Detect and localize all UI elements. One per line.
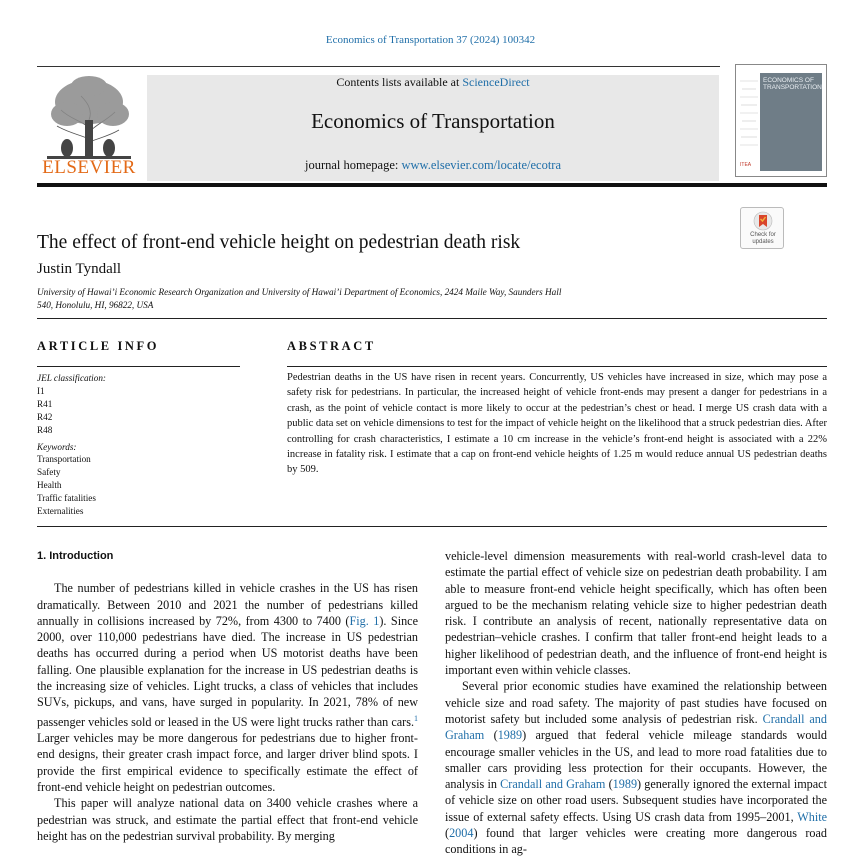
cover-panel bbox=[760, 73, 822, 171]
cover-title-line2: TRANSPORTATION bbox=[763, 84, 822, 91]
homepage-link[interactable]: www.elsevier.com/locate/ecotra bbox=[401, 158, 562, 172]
paragraph-text: ). Since 2000, over 110,000 pedestrians have died. The increase in US pedestrian deaths has occurred during a period when US motorist deaths have been falling. One plausible explanation for the increase in US pedestrian deaths is the increasing size of vehicles. Light trucks, a class of vehicles that includes SUVs, pickups, and vans, have surged in popularity. In 2021, 78% of new passenger vehicles sold or leased in the US were light trucks rather than cars. bbox=[37, 613, 418, 729]
check-updates-line2: updates bbox=[752, 238, 774, 245]
keyword: Transportation bbox=[37, 454, 91, 465]
abstract-rule bbox=[287, 366, 827, 367]
footnote-link[interactable]: 1 bbox=[414, 713, 418, 723]
paragraph: vehicle-level dimension measurements with real-world crash-level data to estimate the partial effect of vehicle size on pedestrian death probability. I am able to measure front-end vehicle height specifically, which has often been argued to be the mechanism relating vehicle size to higher pedestrian death risk. I contribute an analysis of recent, nationally representative data on pedestrian–vehicle crashes. I confirm that taller front-end height leads to a higher likelihood of pedestrian death, and the influence of front-end height is important even within vehicle classes. bbox=[445, 549, 827, 678]
journal-title: Economics of Transportation bbox=[311, 109, 555, 133]
jel-code: I1 bbox=[37, 385, 45, 396]
jel-code: R41 bbox=[37, 398, 53, 409]
affiliation-line1: University of Hawai’i Economic Research Organization and University of Hawai’i Department of Economics, 2424 Maile Way, Saunders Hall bbox=[37, 287, 562, 297]
section-rule bbox=[37, 318, 827, 319]
keywords-label: Keywords: bbox=[37, 441, 77, 452]
paragraph: This paper will analyze national data on 3400 vehicle crashes where a pedestrian was struck, and estimate the partial effect that front-end vehicle height has on the pedestrian survival probability. By merging bbox=[37, 796, 418, 843]
affiliation-line2: 540, Honolulu, HI, 96822, USA bbox=[37, 300, 154, 310]
section-rule bbox=[37, 526, 827, 527]
paragraph-text: Several prior economic studies have examined the relationship between vehicle size and road safety. The majority of past studies have focused on motorist safety but included some analysis of pedestrian risk. bbox=[445, 679, 827, 726]
journal-cover-thumbnail[interactable] bbox=[735, 64, 827, 177]
journal-homepage bbox=[147, 158, 719, 173]
paragraph-text: The number of pedestrians killed in vehicle crashes in the US has risen dramatically. Between 2010 and 2021 the number of pedestrians killed annually in collisions increased by 72%, from 4300 to 7400 ( bbox=[37, 581, 418, 628]
paragraph bbox=[37, 580, 418, 795]
check-updates-label bbox=[741, 232, 785, 245]
body-column-right bbox=[445, 548, 827, 858]
paragraph-text: ( bbox=[484, 728, 498, 743]
keyword: Traffic fatalities bbox=[37, 493, 96, 504]
article-title: The effect of front-end vehicle height on pedestrian death risk bbox=[37, 232, 521, 253]
figure-link[interactable]: Fig. 1 bbox=[349, 613, 380, 628]
paragraph-text: ( bbox=[445, 826, 450, 841]
contents-prefix: Contents lists available at bbox=[336, 75, 463, 89]
journal-banner bbox=[147, 75, 719, 181]
author-affiliation bbox=[37, 286, 637, 312]
paragraph-text: ( bbox=[605, 777, 613, 792]
article-info-heading: ARTICLE INFO bbox=[37, 339, 160, 353]
citation-year-link[interactable]: 1989 bbox=[497, 728, 523, 743]
masthead-thick-rule bbox=[37, 183, 827, 187]
article-info-rule bbox=[37, 366, 240, 367]
body-column-left bbox=[37, 548, 418, 844]
keyword: Externalities bbox=[37, 506, 84, 517]
citation-year-link[interactable]: 2004 bbox=[449, 826, 474, 841]
cover-title-line1: ECONOMICS OF bbox=[763, 77, 814, 84]
paragraph-text: ) found that larger vehicles were creating more dangerous road conditions in ag- bbox=[445, 826, 827, 857]
citation-year-link[interactable]: 1989 bbox=[612, 777, 638, 792]
section-heading: 1. Introduction bbox=[37, 550, 114, 562]
cover-title bbox=[763, 77, 820, 91]
jel-code: R48 bbox=[37, 424, 53, 435]
abstract-heading: ABSTRACT bbox=[287, 339, 376, 353]
jel-label: JEL classification: bbox=[37, 373, 106, 383]
keyword: Safety bbox=[37, 467, 61, 478]
article-info bbox=[37, 372, 237, 518]
paragraph-text: ) argued that federal vehicle mileage standards would encourage smaller vehicles in the US, and lead to more road fatalities due to smaller cars providing less protection for their occupants. However, the analysis in bbox=[445, 728, 828, 792]
homepage-prefix: journal homepage: bbox=[304, 158, 402, 172]
paragraph-text: Larger vehicles may be more dangerous for pedestrians due to higher front-end designs, their greater crash impact force, and larger driver blind spots. I provide the first empirical evidence to specifically estimate the effect of front-end vehicle height on pedestrian outcomes. bbox=[37, 731, 418, 794]
abstract-text: Pedestrian deaths in the US have risen in recent years. Concurrently, US vehicles have increased in size, which may pose a safety risk for pedestrians. In particular, the increased height of vehicle front-ends may present a danger for pedestrians in a crash, as the point of vehicle contact is more likely to occur at the pedestrian’s chest or head. I merge US crash data with a public data set on vehicle dimensions to test for the impact of vehicle height on the likelihood that a struck pedestrian dies. After controlling for crash characteristics, I estimate a 10 cm increase in the vehicle’s front-end height is associated with a 22% increase in fatality risk. I estimate that a cap on front-end vehicle heights of 1.25 m would reduce annual US pedestrian deaths by 509. bbox=[287, 372, 827, 476]
sciencedirect-link[interactable]: ScienceDirect bbox=[462, 75, 530, 89]
elsevier-wordmark: ELSEVIER bbox=[42, 157, 136, 178]
paragraph-text: ) generally ignored the external impact of vehicle size on other road users. Subsequent studies have incorporated the issue of external safety effects. Using US crash data from 1995–2001, bbox=[445, 777, 827, 824]
citation-link[interactable]: Crandall and Graham bbox=[445, 711, 827, 743]
masthead-rule bbox=[37, 66, 720, 67]
citation-link[interactable]: White bbox=[797, 809, 827, 824]
paragraph bbox=[445, 678, 827, 857]
citation-link[interactable]: Crandall and Graham bbox=[500, 777, 606, 792]
check-for-updates-button[interactable] bbox=[740, 207, 784, 249]
jel-code: R42 bbox=[37, 411, 53, 422]
cover-decoration bbox=[740, 75, 758, 155]
bookmark-icon bbox=[753, 211, 773, 231]
keyword: Health bbox=[37, 480, 62, 491]
author-name[interactable]: Justin Tyndall bbox=[37, 261, 122, 277]
running-head[interactable]: Economics of Transportation 37 (2024) 100342 bbox=[325, 34, 536, 46]
cover-badge: ITEA bbox=[740, 162, 752, 168]
check-updates-line1: Check for bbox=[750, 232, 776, 238]
